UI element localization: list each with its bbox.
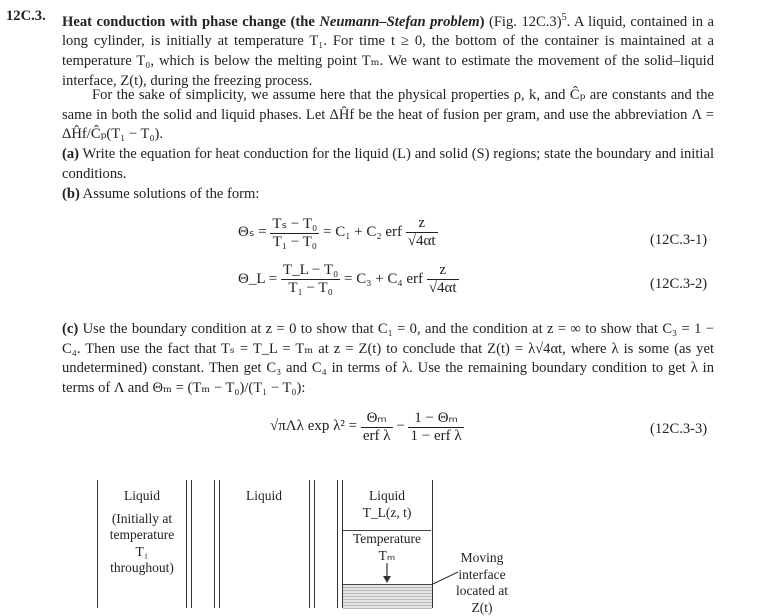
eq3-lhs: √πΛλ exp λ² = [270,418,357,434]
eq1-denominator: T₁ − T₀ [270,234,319,251]
panel3-line2: T_L(z, t) [343,505,431,522]
figure-12c3 [0,470,758,608]
problem-title-italic: Neumann–Stefan problem [319,14,479,30]
equation-12c3-1 [238,214,438,251]
eq1-fraction [270,214,319,251]
equation-12c3-2 [238,262,459,297]
annotation-line4: Z(t) [446,600,518,616]
eq3-minus: − [396,418,404,434]
panel2-right-wall [309,480,310,608]
annotation-line2: interface [446,567,518,584]
problem-title-end: ) [480,14,485,30]
part-b [62,185,714,205]
annotation-line3: located at [446,583,518,600]
eq2-erf-arg [427,262,459,297]
eq1-z: z [406,215,438,233]
footnote-marker: 5 [562,12,567,23]
panel1-outer-wall [191,480,192,608]
simplicity-paragraph: For the sake of simplicity, we assume here that the physical properties ρ, k, and Ĉₚ are constants and the same in both the solid and liquid phases. Let ΔĤf be the heat of fusion per gram, and use the abbreviation Λ = ΔĤf/Ĉₚ(T₁ − T₀). [62,86,714,145]
part-a-text: Write the equation for heat conduction for the liquid (L) and solid (S) regions; state the boundary and initial conditions. [62,146,714,182]
eq3-num1: Θₘ [361,408,393,428]
part-a [62,145,714,184]
panel2-outer-wall [314,480,315,608]
eq3-fraction-1 [361,408,393,445]
eq3-label: (12C.3-3) [650,421,707,438]
intro-text: . A liquid, contained in a long cylinder, is initially at temperature T₁. For time t ≥ 0, the bottom of the container is maintained at a temperature T₀, which is below the melting point Tₘ. We want to estimate the movement of the solid–liquid interface, Z(t), during the freezing process. [62,14,714,89]
eq3-den1: erf λ [361,428,393,445]
panel2-left-wall [214,480,215,608]
eq1-erf-arg [406,215,438,250]
eq3-den2: 1 − erf λ [408,428,463,445]
panel1-line3: temperature [99,527,185,544]
eq2-middle: = C₃ + C₄ erf [344,271,423,287]
eq2-denominator: T₁ − T₀ [281,280,340,297]
part-a-label: (a) [62,146,79,162]
panel3-line3: Temperature [343,531,431,548]
panel3-temperature-label [343,530,431,564]
eq3-num2: 1 − Θₘ [408,408,463,428]
eq2-sqrt: √4αt [427,280,459,297]
part-c-label: (c) [62,321,78,337]
eq3-fraction-2 [408,408,463,445]
panel1-right-wall [186,480,187,608]
panel3-line1: Liquid [343,488,431,505]
eq1-lhs: Θₛ = [238,224,267,240]
part-c-text: Use the boundary condition at z = 0 to show that C₁ = 0, and the condition at z = ∞ to show that C₃ = 1 − C₄. Then use the fact that Tₛ = T_L = Tₘ at z = Z(t) to conclude that Z(t) = λ√4αt, where λ is some (as yet undetermined) constant. Then get C₃ and C₄ in terms of λ. Use the remaining boundary condition to get λ in terms of Λ and Θₘ = (Tₘ − T₀)/(T₁ − T₀): [62,321,714,396]
eq2-label: (12C.3-2) [650,276,707,293]
equation-12c3-3 [270,408,464,445]
eq1-label: (12C.3-1) [650,232,707,249]
problem-title: Heat conduction with phase change (the [62,14,319,30]
panel3-line4: Tₘ [343,548,431,565]
eq2-fraction [281,262,340,297]
down-arrow-icon [380,563,394,585]
panel3-left-wall [337,480,338,608]
eq1-numerator: Tₛ − T₀ [270,214,319,234]
eq2-lhs: Θ_L = [238,271,277,287]
panel1-label [99,488,185,577]
panel1-line5: throughout) [99,560,185,577]
problem-intro [62,8,714,91]
panel1-line2: (Initially at [99,511,185,528]
interface-annotation [446,550,518,616]
part-b-label: (b) [62,186,80,202]
panel1-line4: T₁ [99,544,185,561]
eq2-numerator: T_L − T₀ [281,262,340,280]
panel2-label: Liquid [220,488,308,505]
annotation-line1: Moving [446,550,518,567]
solid-region [343,584,432,609]
part-c [62,320,714,398]
eq2-z: z [427,262,459,280]
panel3-label [343,488,431,521]
eq1-sqrt: √4αt [406,233,438,250]
eq1-middle: = C₁ + C₂ erf [323,224,402,240]
problem-number: 12C.3. [6,8,46,25]
figure-reference: (Fig. 12C.3) [489,14,562,30]
part-b-text: Assume solutions of the form: [80,186,260,202]
panel1-line1: Liquid [99,488,185,505]
